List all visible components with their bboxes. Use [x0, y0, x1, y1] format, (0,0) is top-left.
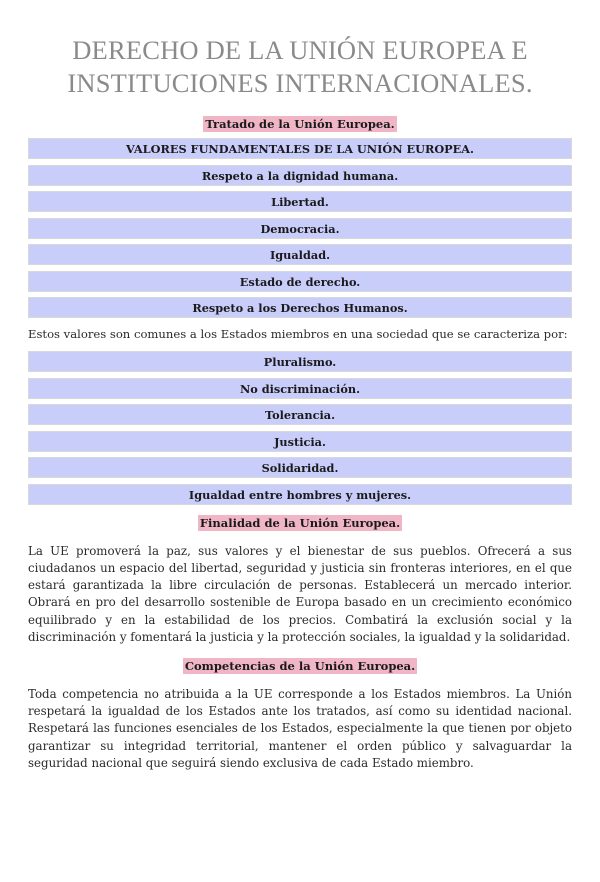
value-box: Estado de derecho. [28, 271, 572, 292]
characteristic-box: Solidaridad. [28, 457, 572, 478]
value-box: Libertad. [28, 191, 572, 212]
document-title [28, 34, 572, 100]
title-line-2: INSTITUCIONES INTERNACIONALES. [67, 68, 533, 98]
document-page [0, 34, 600, 882]
highlight-heading: Tratado de la Unión Europea. [205, 117, 395, 131]
values-intro-text: Estos valores son comunes a los Estados miembros en una sociedad que se caracteriza por: [28, 327, 568, 341]
section-heading-finalidad [28, 513, 572, 531]
characteristics-list [28, 351, 572, 505]
value-box: Respeto a los Derechos Humanos. [28, 297, 572, 318]
value-box: Respeto a la dignidad humana. [28, 165, 572, 186]
highlight-heading: Finalidad de la Unión Europea. [199, 515, 401, 530]
characteristic-box: Tolerancia. [28, 404, 572, 425]
value-box: Igualdad. [28, 244, 572, 265]
characteristic-box: Igualdad entre hombres y mujeres. [28, 484, 572, 505]
characteristic-box: No discriminación. [28, 378, 572, 399]
characteristic-box: Pluralismo. [28, 351, 572, 372]
highlight-heading: Competencias de la Unión Europea. [184, 658, 416, 673]
values-header-box: VALORES FUNDAMENTALES DE LA UNIÓN EUROPEA. [28, 138, 572, 159]
values-list [28, 138, 572, 318]
section-heading-tratado [28, 114, 572, 132]
title-line-1: DERECHO DE LA UNIÓN EUROPEA E [72, 35, 528, 65]
finalidad-paragraph: La UE promoverá la paz, sus valores y el bienestar de sus pueblos. Ofrecerá a sus ciudadanos un espacio del libertad, seguridad y justicia sin fronteras interiores, en el que estará garantizada la libre circulación de personas. Establecerá un mercado interior. Obrará en pro del desarrollo sostenible de Europa basado en un crecimiento económico equilibrado y en la estabilidad de los precios. Combatirá la exclusión social y la discriminación y fomentará la justicia y la protección sociales, la igualdad y la solidaridad. [28, 543, 572, 644]
characteristic-box: Justicia. [28, 431, 572, 452]
competencias-paragraph: Toda competencia no atribuida a la UE corresponde a los Estados miembros. La Unión respetará la igualdad de los Estados ante los tratados, así como su identidad nacional. Respetará las funciones esenciales de los Estados, especialmente la que tienen por objeto garantizar su integridad territorial, mantener el orden público y salvaguardar la seguridad nacional que seguirá siendo exclusiva de cada Estado miembro. [28, 686, 572, 770]
section-heading-competencias [28, 656, 572, 674]
value-box: Democracia. [28, 218, 572, 239]
